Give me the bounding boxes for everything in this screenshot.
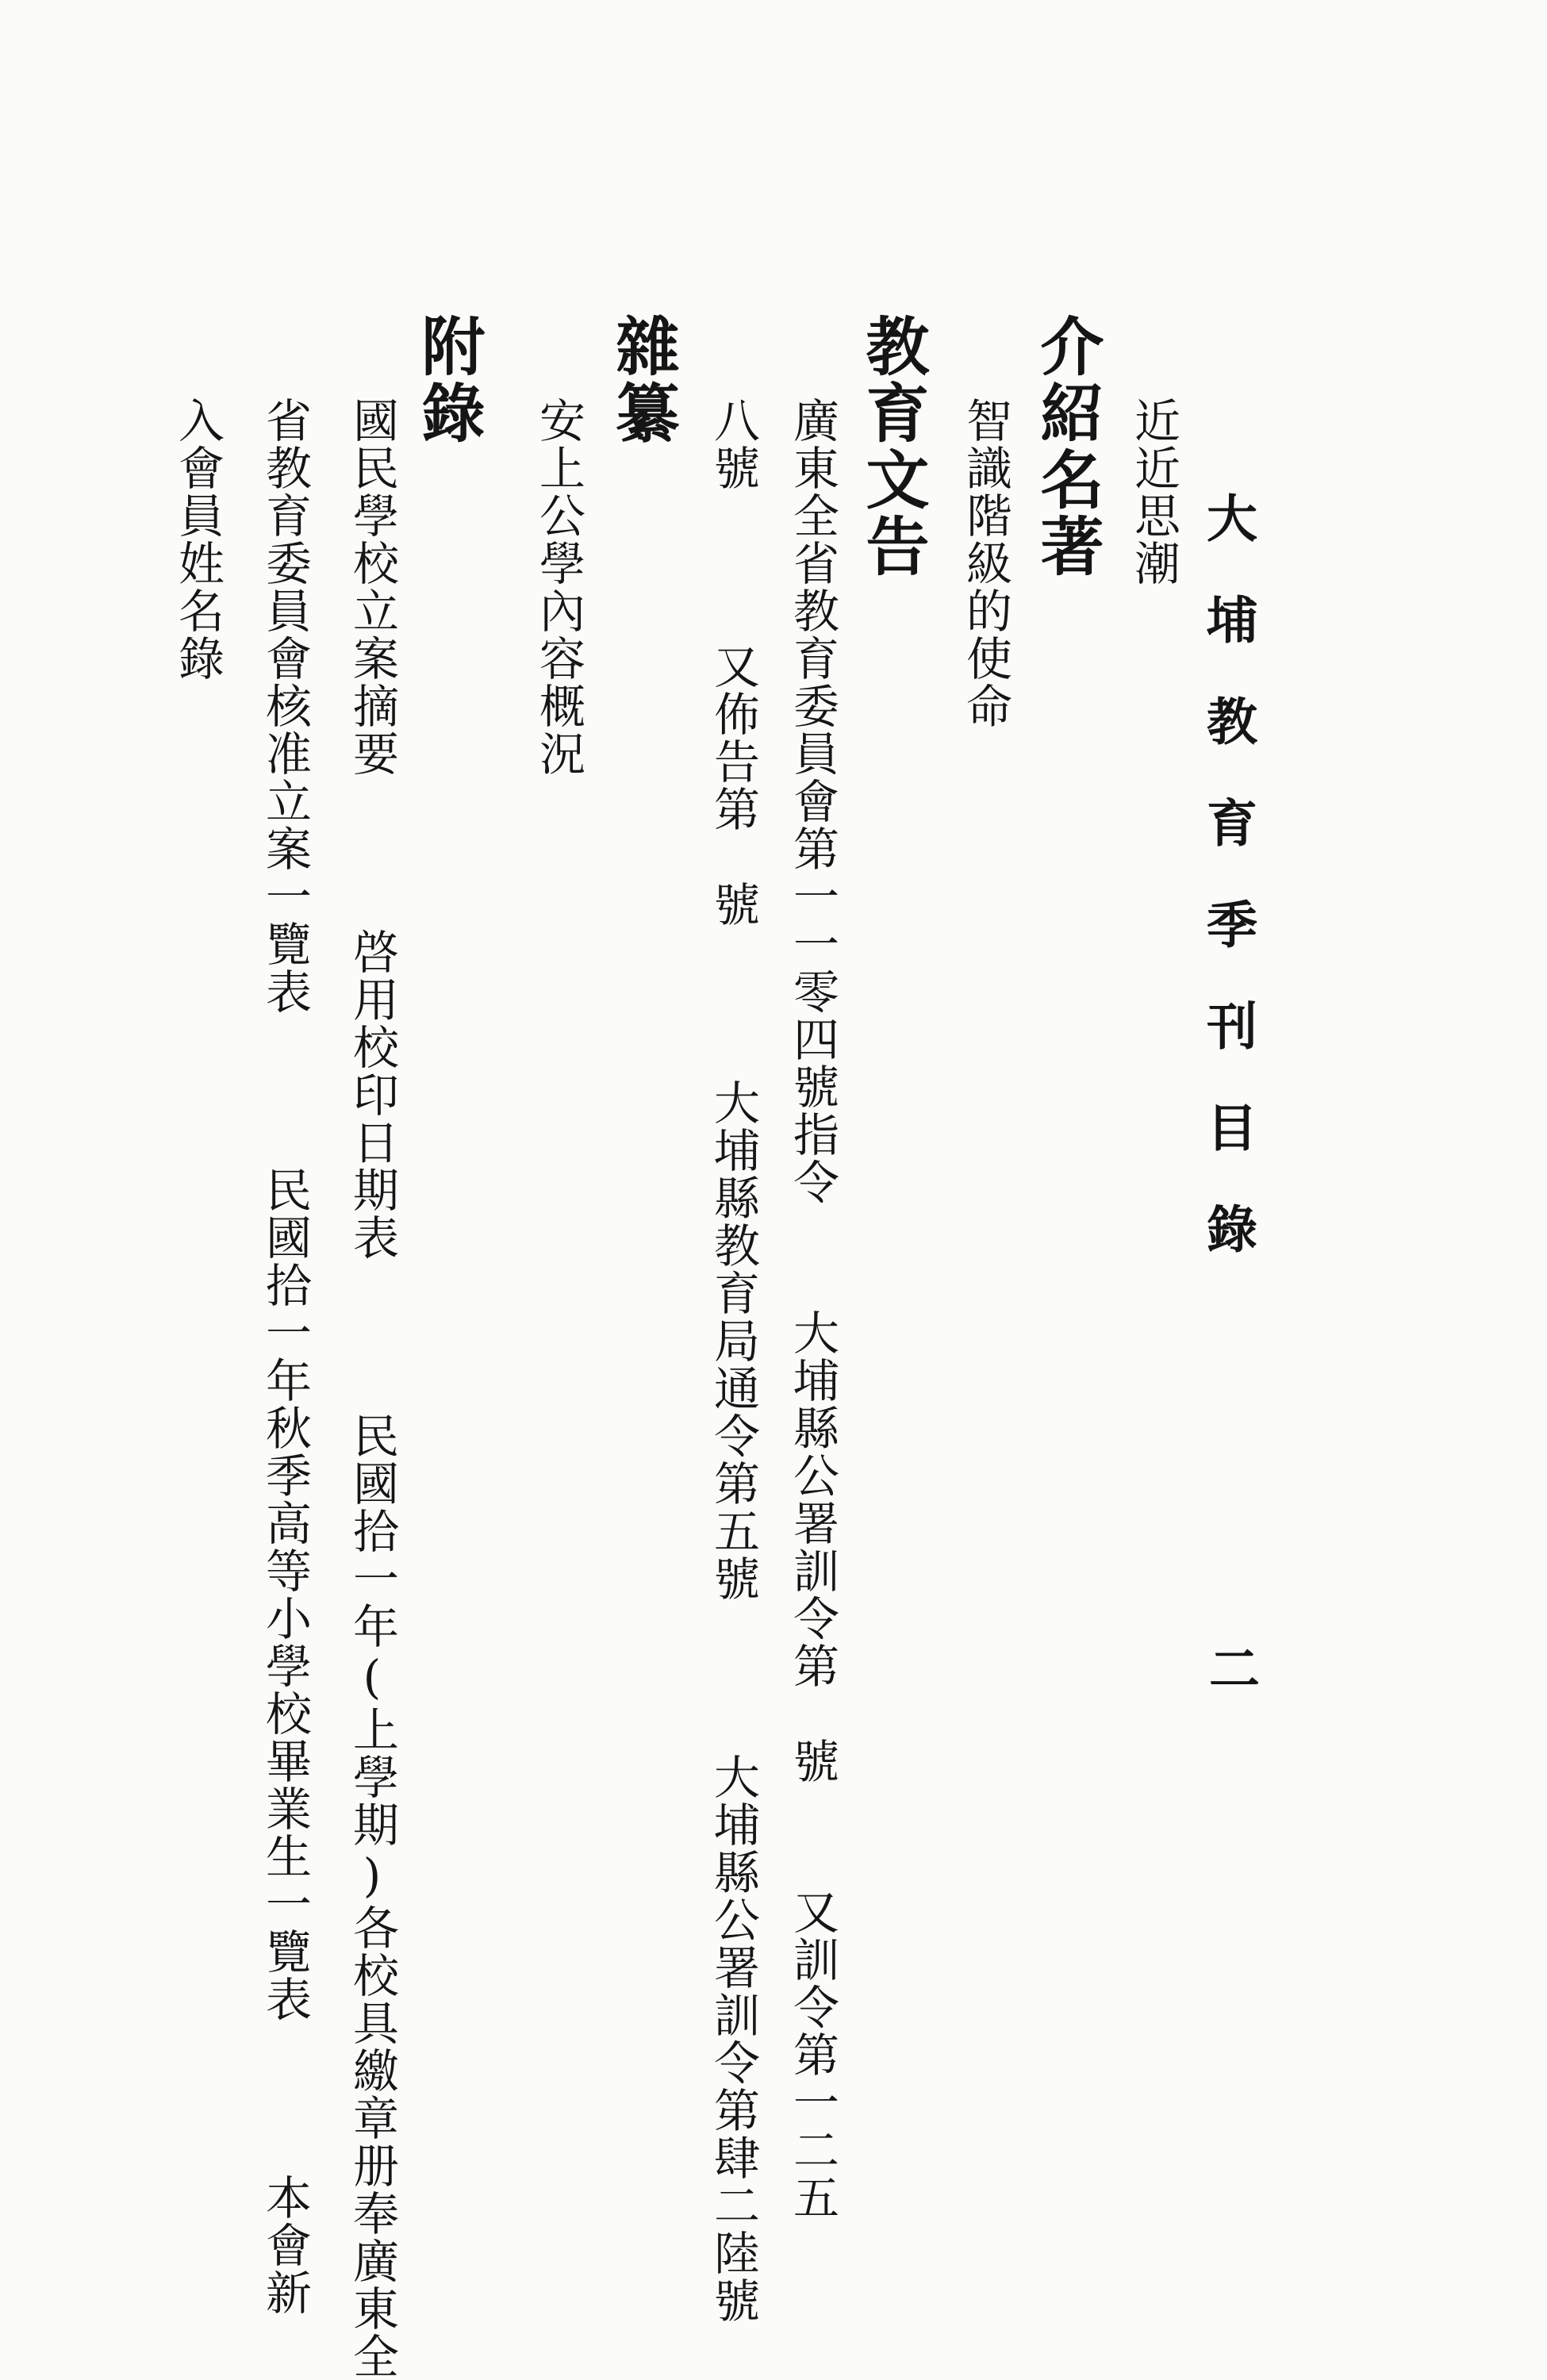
section-heading: 介紹名著 [1030,313,1104,580]
running-title: 大埔教育季刊目錄 [1198,492,1257,1304]
toc-entry-text: 入會員姓名錄 [171,397,225,682]
toc-entry-education-notices-line-1 [785,397,839,2221]
toc-entry-education-notices-line-2 [706,397,760,2324]
toc-entry-recent-thought [1127,397,1180,587]
toc-entry-appendix-line-1 [345,397,399,2380]
toc-entry-text: 民國拾一年秋季高等小學校畢業生一覽表 [258,1166,312,2023]
toc-entry-intellectual-mission [958,397,1012,730]
toc-entry-anshang-school [532,397,585,777]
toc-entry-text: 安上公學內容概況 [532,397,585,777]
toc-entry-text: 省教育委員會核准立案一覽表 [258,397,312,1015]
toc-entry-text: 大埔縣教育局通令第五號 [706,1079,760,1603]
toc-entry-appendix-line-3 [171,397,225,682]
toc-entry-text: 廣東全省教育委員會第一一零四號指令 [785,397,839,1206]
toc-entry-text: 又佈告第 號 [706,643,760,928]
toc-entry-text: 本會新 [258,2174,312,2317]
toc-entry-text: 八號 [706,397,760,492]
toc-entry-text: 民國拾一年(上學期)各校具繳章册奉廣東全 [345,1412,399,2380]
toc-entry-text: 智識階級的使命 [958,397,1012,730]
toc-entry-text: 近近思潮 [1127,397,1180,587]
toc-entry-text: 啓用校印日期表 [345,928,399,1261]
toc-entry-text: 國民學校立案摘要 [345,397,399,777]
section-heading: 雜纂 [605,313,680,447]
section-heading: 附錄 [411,313,486,447]
toc-entry-appendix-line-2 [258,397,312,2317]
toc-entry-text: 又訓令第一二五 [785,1888,839,2221]
page-number: 二 [1200,1642,1260,1693]
toc-entry-text: 大埔縣公署訓令第 號 [785,1309,839,1785]
section-heading: 教育文告 [855,313,930,580]
toc-entry-text: 大埔縣公署訓令第肆二陸號 [706,1753,760,2324]
